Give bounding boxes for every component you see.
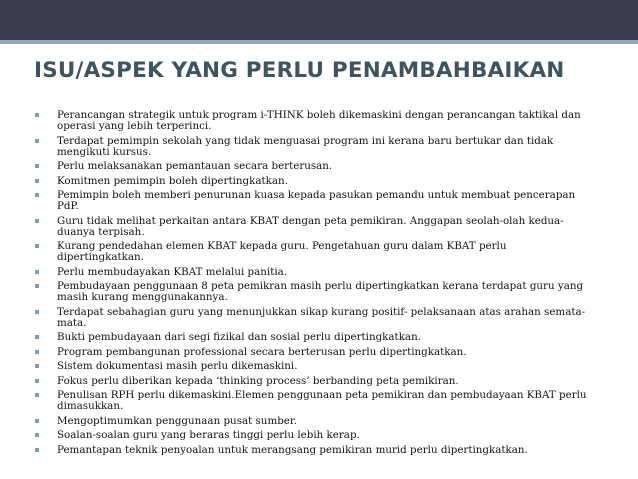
bullet-item: [35, 110, 595, 132]
bullet-icon: [35, 139, 39, 143]
bullet-text: Pemantapan teknik penyoalan untuk merangsang pemikiran murid perlu dipertingkatkan.: [57, 443, 528, 456]
bullet-text: Pemimpin boleh memberi penurunan kuasa kepada pasukan pemandu untuk membuat pencerapan PdP.: [57, 189, 576, 212]
bullet-text: Terdapat pemimpin sekolah yang tidak menguasai program ini kerana baru bertukar dan tidak mengikuti kursus.: [57, 134, 554, 158]
header-accent-stripe: [0, 40, 638, 44]
bullet-icon: [35, 310, 39, 314]
bullet-item: [35, 445, 595, 456]
bullet-item: [35, 267, 595, 278]
bullet-text: Program pembangunan professional secara berterusan perlu dipertingkatkan.: [57, 345, 467, 358]
bullet-text: Komitmen pemimpin boleh dipertingkatkan.: [57, 174, 288, 187]
bullet-text: Sistem dokumentasi masih perlu dikemaskini.: [57, 360, 298, 372]
bullet-item: [35, 241, 595, 263]
bullet-text: Perlu membudayakan KBAT melalui panitia.: [57, 265, 288, 278]
bullet-text: Perlu melaksanakan pemantauan secara berterusan.: [57, 160, 333, 172]
bullet-icon: [35, 335, 39, 339]
bullet-item: [35, 307, 595, 329]
bullet-icon: [35, 433, 39, 437]
bullet-item: [35, 347, 595, 358]
slide-title: ISU/ASPEK YANG PERLU PENAMBAHBAIKAN: [34, 58, 565, 83]
bullet-icon: [35, 393, 39, 397]
bullet-text: Terdapat sebahagian guru yang menunjukkan sikap kurang positif- pelaksanaan atas arahan semata-mata.: [57, 305, 586, 329]
bullet-icon: [35, 244, 39, 248]
bullet-icon: [35, 379, 39, 383]
header-bar: [0, 0, 638, 40]
bullet-text: Pembudayaan penggunaan 8 peta pemikran masih perlu dipertingkatkan kerana terdapat guru yang masih kurang menggunakannya.: [57, 280, 584, 303]
bullet-icon: [35, 164, 39, 168]
bullet-item: [35, 416, 595, 427]
bullet-item: [35, 136, 595, 158]
bullet-text: Perancangan strategik untuk program i-THINK boleh dikemaskini dengan perancangan taktikal dan operasi yang lebih terperinci.: [57, 109, 581, 132]
bullet-item: [35, 216, 595, 238]
bullet-icon: [35, 284, 39, 288]
bullet-icon: [35, 350, 39, 354]
bullet-item: [35, 361, 595, 372]
bullet-icon: [35, 179, 39, 183]
bullet-icon: [35, 448, 39, 452]
bullet-item: [35, 190, 595, 212]
bullet-item: [35, 176, 595, 187]
bullet-item: [35, 430, 595, 441]
bullet-icon: [35, 193, 39, 197]
bullet-icon: [35, 219, 39, 223]
bullet-list: [35, 110, 595, 459]
bullet-icon: [35, 270, 39, 274]
bullet-text: Kurang pendedahan elemen KBAT kepada guru. Pengetahuan guru dalam KBAT perlu dipertingkatkan.: [57, 240, 507, 263]
bullet-text: Fokus perlu diberikan kepada ‘thinking process’ berbanding peta pemikiran.: [57, 374, 459, 387]
bullet-item: [35, 376, 595, 387]
bullet-icon: [35, 113, 39, 117]
bullet-icon: [35, 364, 39, 368]
bullet-text: Penulisan RPH perlu dikemaskini.Elemen penggunaan peta pemikiran dan pembudayaan KBAT perlu dimasukkan.: [57, 389, 587, 412]
bullet-item: [35, 161, 595, 172]
bullet-text: Bukti pembudayaan dari segi fizikal dan sosial perlu dipertingkatkan.: [57, 331, 421, 343]
bullet-text: Soalan-soalan guru yang beraras tinggi perlu lebih kerap.: [57, 429, 360, 441]
bullet-icon: [35, 419, 39, 423]
bullet-text: Guru tidak melihat perkaitan antara KBAT dengan peta pemikiran. Anggapan seolah-olah kedua-duanya terpisah.: [57, 214, 564, 238]
bullet-item: [35, 281, 595, 303]
bullet-item: [35, 332, 595, 343]
bullet-text: Mengoptimumkan penggunaan pusat sumber.: [57, 414, 297, 427]
bullet-item: [35, 390, 595, 412]
